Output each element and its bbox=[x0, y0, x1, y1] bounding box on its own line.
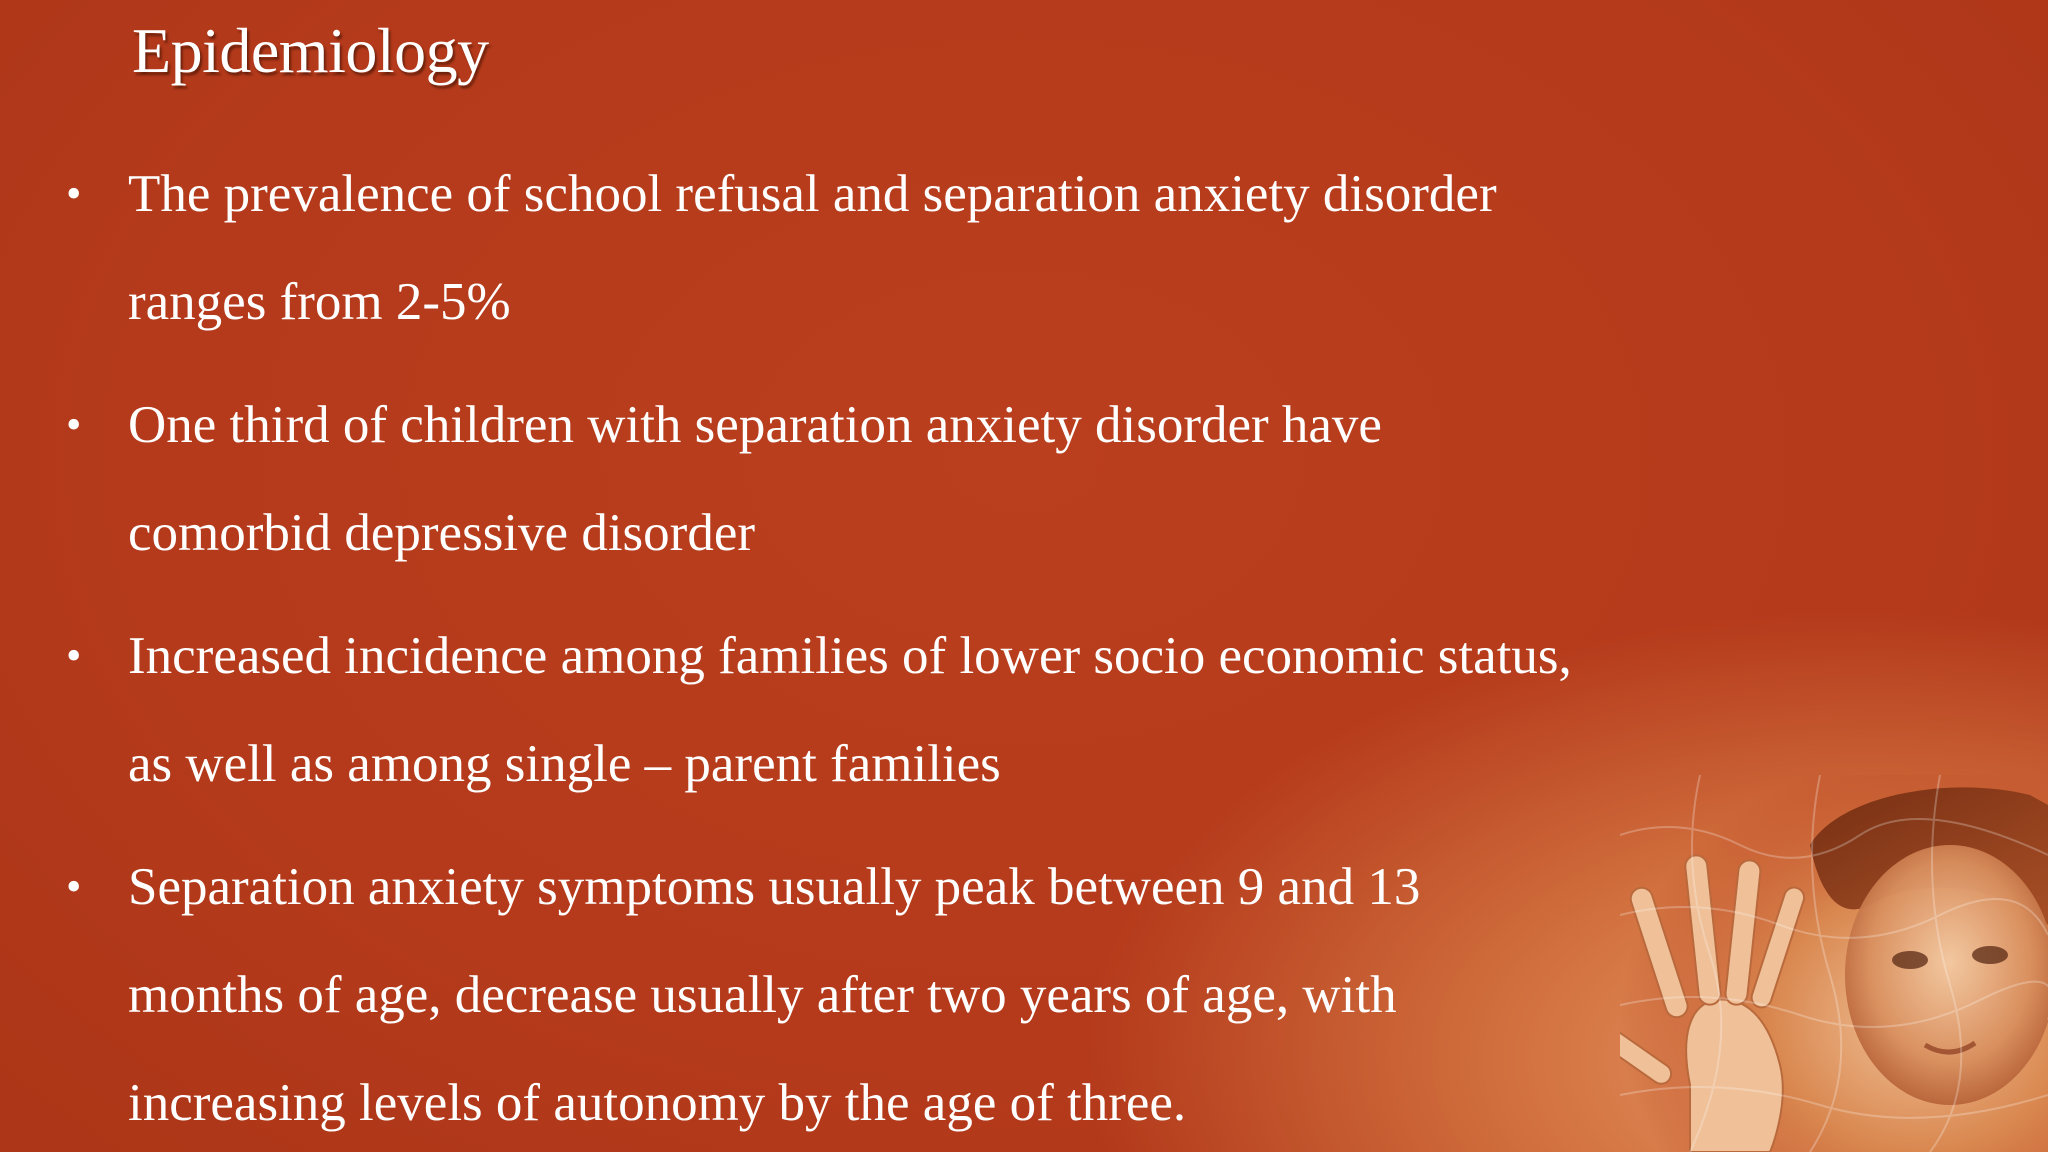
bullet-item-symptom-peak bbox=[66, 833, 1786, 1152]
bullet-dot-icon: • bbox=[66, 862, 82, 911]
bullet-line: Separation anxiety symptoms usually peak between 9 and 13 bbox=[128, 858, 1421, 916]
bullet-line: months of age, decrease usually after two years of age, with bbox=[128, 966, 1397, 1024]
bullet-item-comorbidity bbox=[66, 371, 1786, 587]
bullet-line: The prevalence of school refusal and separation anxiety disorder bbox=[128, 165, 1497, 223]
slide-title: Epidemiology bbox=[132, 15, 489, 86]
bullet-line: One third of children with separation anxiety disorder have bbox=[128, 396, 1382, 454]
bullet-dot-icon: • bbox=[66, 631, 82, 680]
bullet-line: ranges from 2-5% bbox=[128, 273, 511, 331]
bullet-line: Increased incidence among families of lower socio economic status, bbox=[128, 627, 1572, 685]
bullet-item-prevalence bbox=[66, 140, 1786, 356]
bullet-dot-icon: • bbox=[66, 400, 82, 449]
child-hand-on-glass-picture bbox=[1620, 775, 2048, 1152]
bullet-line: comorbid depressive disorder bbox=[128, 504, 755, 562]
bullet-line: as well as among single – parent families bbox=[128, 735, 1001, 793]
bullet-line: increasing levels of autonomy by the age of three. bbox=[128, 1074, 1187, 1132]
bullet-item-incidence bbox=[66, 602, 1786, 818]
bullet-list bbox=[66, 140, 1786, 1152]
bullet-dot-icon: • bbox=[66, 169, 82, 218]
